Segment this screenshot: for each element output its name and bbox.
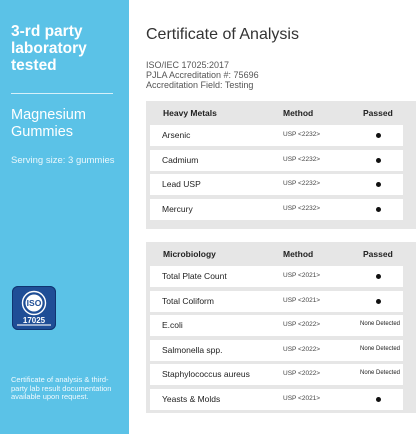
table-row xyxy=(150,174,403,195)
test-name: Total Coliform xyxy=(162,295,214,306)
table-header xyxy=(146,101,416,125)
test-method: USP <2232> xyxy=(283,155,321,163)
passed-result: None Detected xyxy=(359,370,401,376)
test-method: USP <2022> xyxy=(283,321,321,328)
test-name: E.coli xyxy=(162,320,183,330)
test-name: Salmonella spp. xyxy=(162,344,223,355)
test-method: USP <2021> xyxy=(283,394,321,402)
accreditation-info xyxy=(146,60,259,90)
passed-dot-icon xyxy=(376,182,381,187)
table-row xyxy=(150,150,403,171)
test-name: Lead USP xyxy=(162,179,201,189)
test-method: USP <2021> xyxy=(283,296,321,304)
microbiology-table xyxy=(146,242,416,413)
test-method: USP <2021> xyxy=(283,272,321,279)
table-row xyxy=(150,315,403,336)
sidebar-headline: 3-rd party laboratory tested xyxy=(11,23,87,74)
main xyxy=(129,0,416,434)
passed-result: None Detected xyxy=(359,345,401,352)
meta-line: ISO/IEC 17025:2017 xyxy=(146,60,230,70)
table-row xyxy=(150,125,403,146)
sidebar xyxy=(0,0,129,434)
column-header-method: Method xyxy=(283,249,314,259)
test-method: USP <2232> xyxy=(283,131,321,138)
passed-dot-icon xyxy=(376,274,381,279)
column-header-method: Method xyxy=(283,108,314,118)
test-name: Total Plate Count xyxy=(162,271,227,281)
table-header xyxy=(146,242,416,266)
test-method: USP <2022> xyxy=(283,345,321,353)
table-row xyxy=(150,291,403,312)
column-header-passed: Passed xyxy=(363,249,393,259)
divider xyxy=(11,93,113,94)
passed-dot-icon xyxy=(376,207,381,212)
table-row xyxy=(150,199,403,220)
iso-accredited-laboratory-badge-icon xyxy=(12,286,56,330)
test-name: Arsenic xyxy=(162,130,191,140)
test-name: Yeasts & Molds xyxy=(162,393,221,404)
table-row xyxy=(150,340,403,361)
heavy-metals-table xyxy=(146,101,416,229)
passed-dot-icon xyxy=(376,397,381,402)
page-title: Certificate of Analysis xyxy=(146,26,299,43)
table-row xyxy=(150,389,403,410)
svg-text:ISO: ISO xyxy=(26,298,42,309)
column-header-category: Microbiology xyxy=(163,249,216,259)
passed-result: None Detected xyxy=(359,321,401,327)
table-row xyxy=(150,266,403,287)
serving-size: Serving size: 3 gummies xyxy=(11,155,115,166)
product-name: Magnesium Gummies xyxy=(11,107,86,140)
iso-standard-number: 17025 xyxy=(22,316,46,325)
column-header-passed: Passed xyxy=(363,108,393,118)
meta-line: Accreditation Field: Testing xyxy=(146,80,254,90)
meta-line: PJLA Accreditation #: 75696 xyxy=(146,70,259,80)
test-name: Staphylococcus aureus xyxy=(162,369,250,379)
test-method: USP <2232> xyxy=(283,180,321,187)
table-row xyxy=(150,364,403,385)
test-name: Cadmium xyxy=(162,154,199,165)
passed-dot-icon xyxy=(376,299,381,304)
column-header-category: Heavy Metals xyxy=(163,108,217,118)
passed-dot-icon xyxy=(376,133,381,138)
footer-note: Certificate of analysis & third-party lab result documentation available upon request. xyxy=(11,375,112,401)
test-name: Mercury xyxy=(162,203,193,214)
passed-dot-icon xyxy=(376,158,381,163)
test-method: USP <2022> xyxy=(283,370,321,377)
test-method: USP <2232> xyxy=(283,204,321,212)
